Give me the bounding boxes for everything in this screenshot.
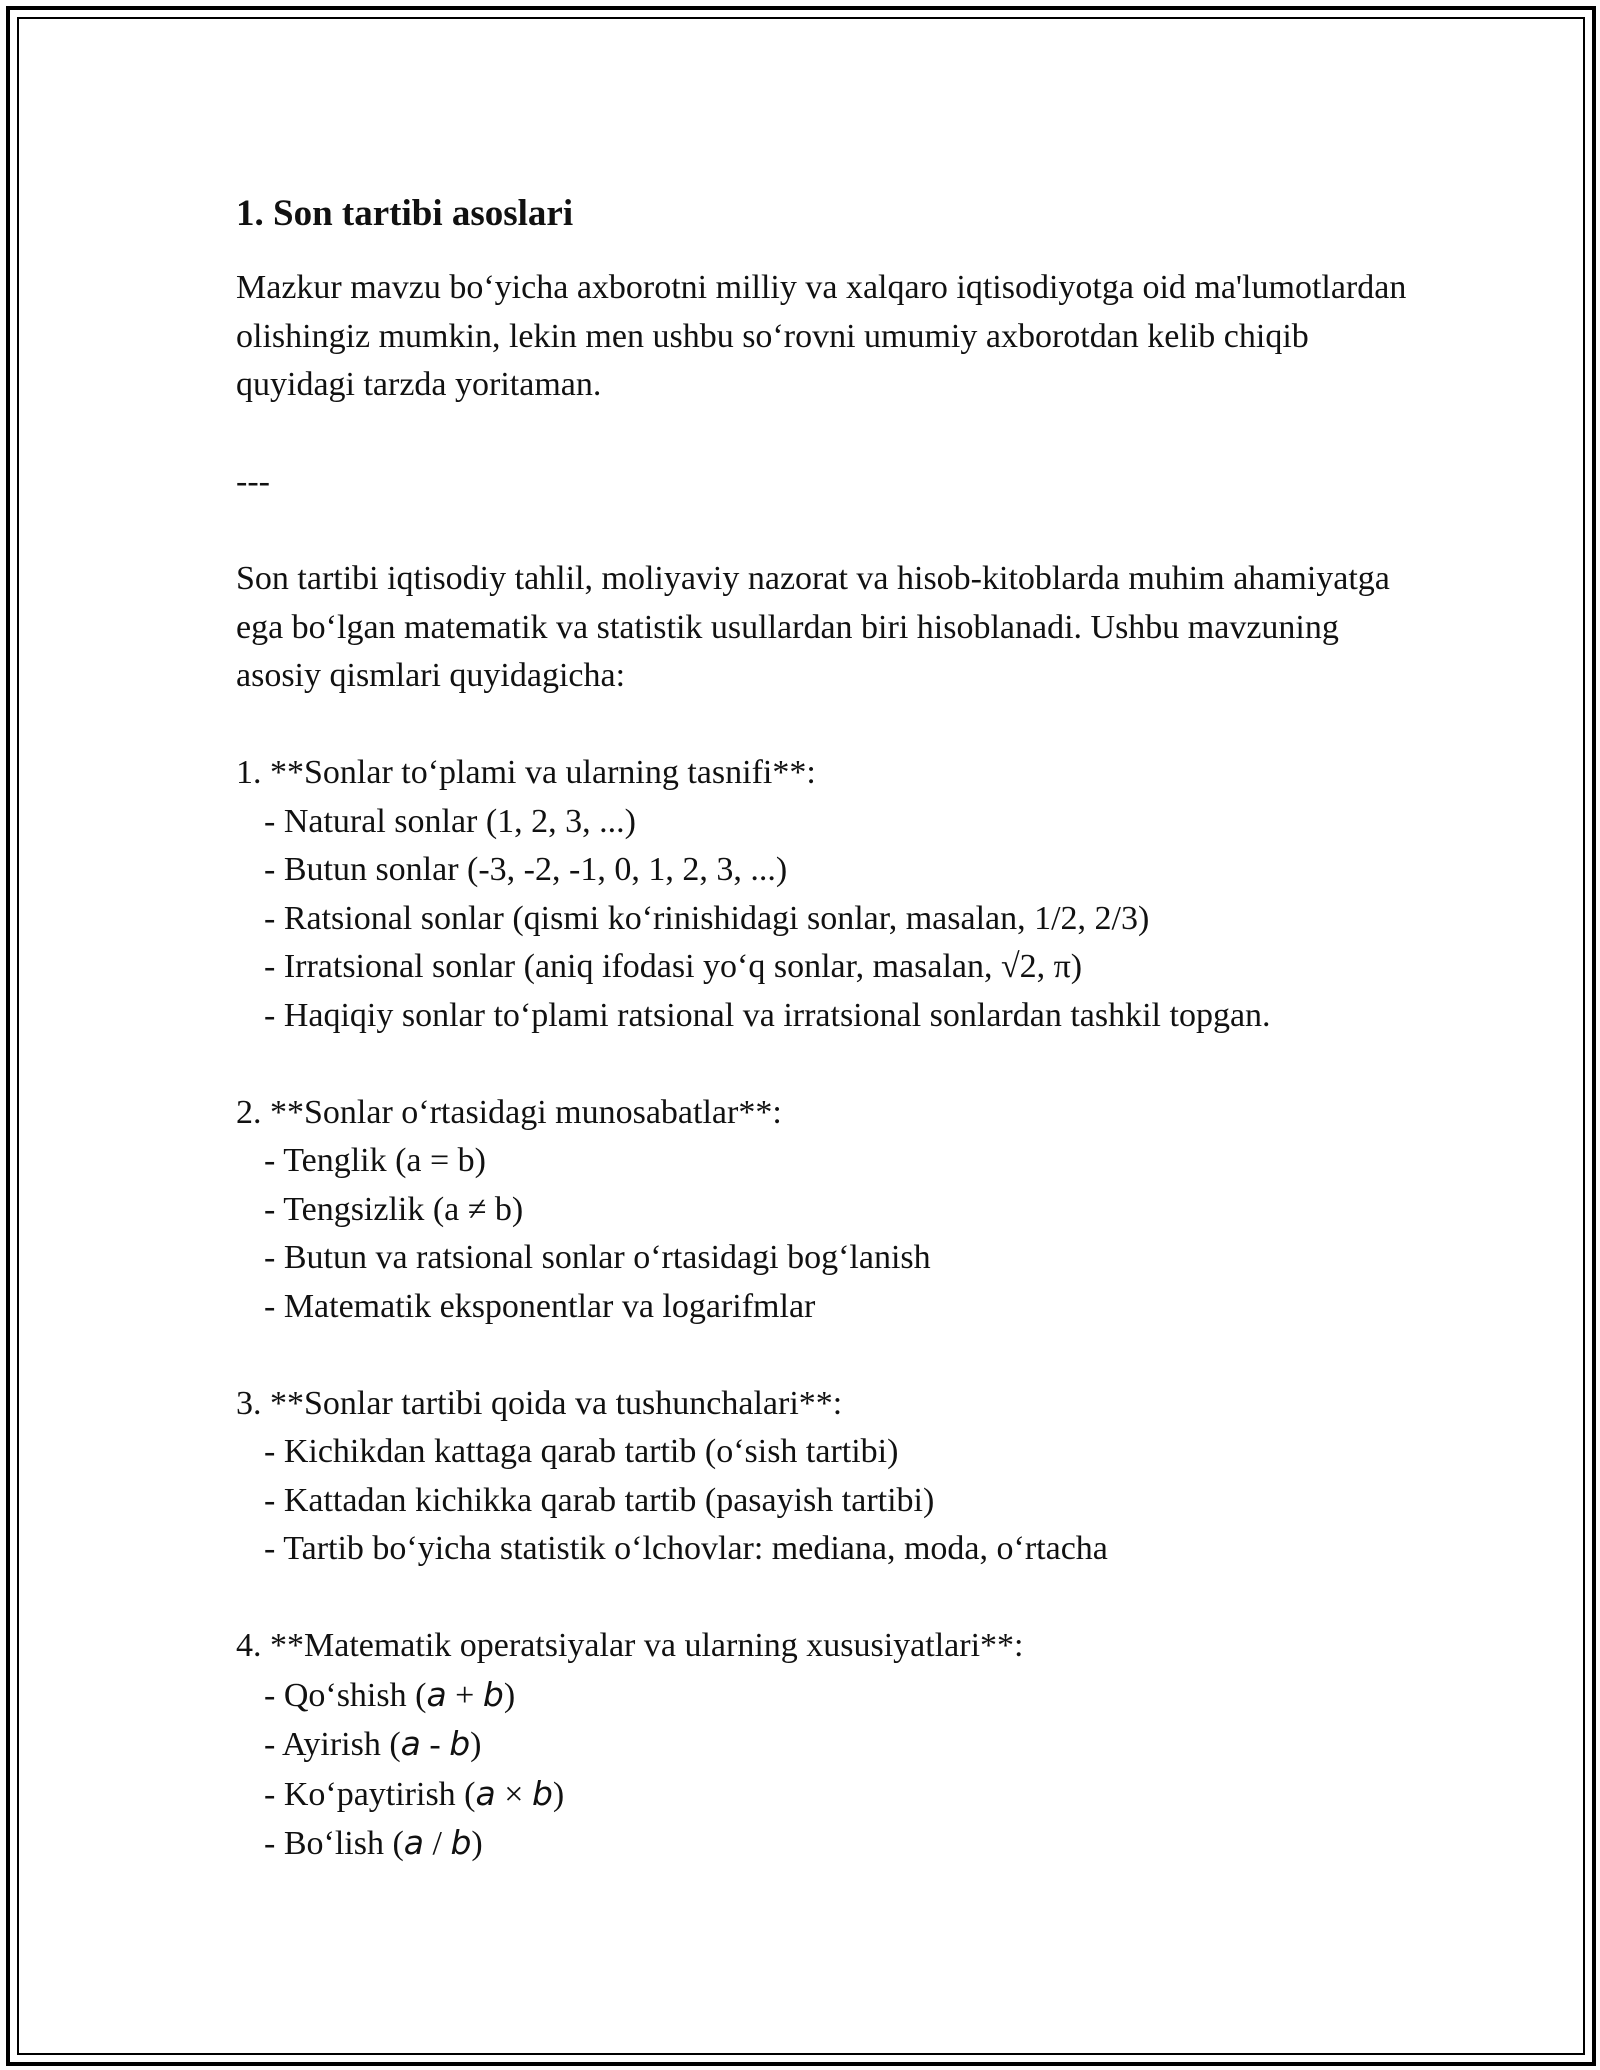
separator: --- — [236, 463, 270, 500]
op-prefix: - Ayirish ( — [264, 1726, 401, 1763]
variable-a: a — [400, 1724, 421, 1763]
list-item: - Tartib bo‘yicha statistik o‘lchovlar: mediana, moda, o‘rtacha — [264, 1530, 1108, 1567]
list-item: - Tengsizlik (a ≠ b) — [264, 1190, 524, 1228]
list-item — [236, 1720, 1416, 1770]
overview-paragraph: Son tartibi iqtisodiy tahlil, moliyaviy nazorat va hisob-kitoblarda muhim ahamiyatga ega bo‘lgan matematik va statistik usullardan biri hisoblanadi. Ushbu mavzuning asosiy qismlari quyidagicha: — [236, 560, 1390, 694]
list-item — [236, 1770, 1416, 1820]
op-prefix: - Qo‘shish ( — [264, 1676, 427, 1714]
section-2 — [236, 1089, 1416, 1332]
section-3 — [236, 1380, 1416, 1574]
operator: / — [424, 1825, 451, 1862]
list-item: - Kattadan kichikka qarab tartib (pasayish tartibi) — [264, 1481, 935, 1519]
op-prefix: - Bo‘lish ( — [264, 1825, 404, 1862]
list-item: - Tenglik (a = b) — [264, 1142, 486, 1179]
list-item: - Matematik eksponentlar va logarifmlar — [264, 1287, 816, 1325]
list-item — [236, 1819, 1416, 1869]
op-prefix: - Ko‘paytirish ( — [264, 1775, 476, 1813]
variable-a: a — [475, 1773, 496, 1813]
list-item: - Ratsional sonlar (qismi ko‘rinishidagi sonlar, masalan, 1/2, 2/3) — [264, 899, 1150, 937]
list-item: - Butun sonlar (-3, -2, -1, 0, 1, 2, 3, ...) — [264, 851, 788, 888]
op-suffix: ) — [503, 1676, 516, 1714]
variable-a: a — [426, 1674, 447, 1714]
operator: - — [420, 1726, 450, 1763]
variable-b: b — [482, 1674, 504, 1714]
list-item: - Kichikdan kattaga qarab tartib (o‘sish tartibi) — [264, 1433, 899, 1470]
page-title: 1. Son tartibi asoslari — [236, 193, 574, 234]
operator: + — [446, 1676, 483, 1714]
variable-b: b — [449, 1724, 471, 1763]
operator: × — [495, 1775, 532, 1813]
variable-b: b — [450, 1823, 472, 1862]
list-item: - Butun va ratsional sonlar o‘rtasidagi bog‘lanish — [264, 1239, 931, 1276]
variable-a: a — [403, 1823, 425, 1862]
section-4 — [236, 1622, 1416, 1869]
document-body — [236, 188, 1416, 1869]
intro-paragraph: Mazkur mavzu bo‘yicha axborotni milliy va xalqaro iqtisodiyotga oid ma'lumotlardan olishingiz mumkin, lekin men ushbu so‘rovni umumiy axborotdan kelib chiqib quyidagi tarzda yoritaman. — [236, 269, 1407, 403]
variable-b: b — [531, 1773, 553, 1813]
list-item — [236, 1671, 1416, 1721]
list-item: - Natural sonlar (1, 2, 3, ...) — [264, 802, 637, 840]
op-suffix: ) — [470, 1726, 482, 1763]
section-title: 3. **Sonlar tartibi qoida va tushunchalari**: — [236, 1384, 843, 1422]
section-title: 4. **Matematik operatsiyalar va ularning xususiyatlari**: — [236, 1627, 1024, 1664]
section-title: 2. **Sonlar o‘rtasidagi munosabatlar**: — [236, 1093, 782, 1131]
section-title: 1. **Sonlar to‘plami va ularning tasnifi**: — [236, 754, 816, 791]
list-item: - Irratsional sonlar (aniq ifodasi yo‘q sonlar, masalan, √2, π) — [264, 948, 1083, 985]
op-suffix: ) — [471, 1825, 483, 1862]
section-1 — [236, 749, 1416, 1040]
list-item: - Haqiqiy sonlar to‘plami ratsional va irratsional sonlardan tashkil topgan. — [264, 996, 1271, 1034]
op-suffix: ) — [552, 1775, 565, 1813]
